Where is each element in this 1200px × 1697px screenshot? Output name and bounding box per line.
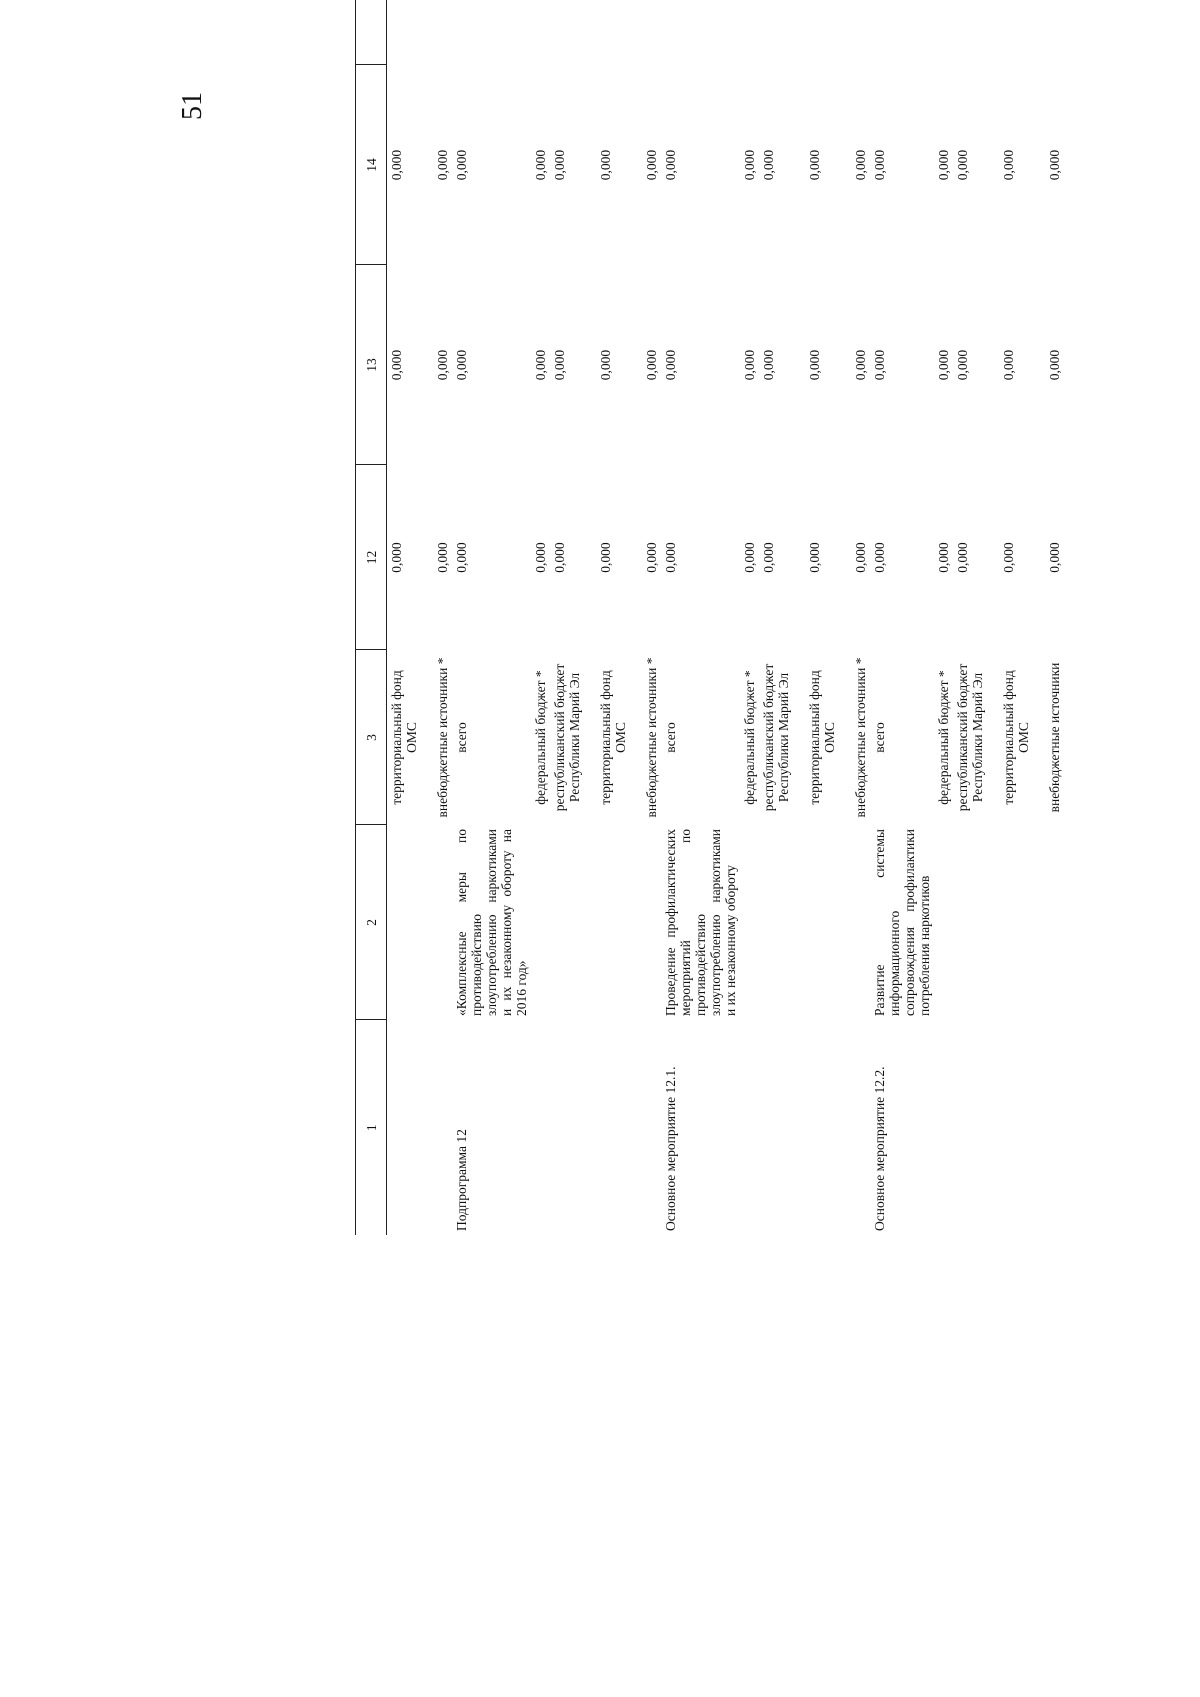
program-title-cell: «Комплексные меры по противодействию злоупотреблению наркотиками и их незаконному обороту на 2016 год» xyxy=(454,829,529,1016)
table-row xyxy=(987,0,1033,1235)
funding-source-cell: территориальный фонд ОМС xyxy=(598,670,628,805)
amount-cell: 0,000 xyxy=(389,542,404,573)
amount-cell xyxy=(531,0,550,65)
funding-source-cell: внебюджетные источники xyxy=(1047,662,1062,813)
table-row xyxy=(1033,0,1064,1235)
program-title-cell xyxy=(793,825,839,1020)
program-name-cell: Основное мероприятие 12.2. xyxy=(872,1066,887,1231)
amount-cell: 0,000 xyxy=(663,149,678,181)
table-row xyxy=(584,0,630,1235)
program-name-cell xyxy=(953,1020,987,1235)
column-header: 13 xyxy=(356,265,387,465)
program-name-cell: Основное мероприятие 12.1. xyxy=(663,1066,678,1231)
column-header: 1 xyxy=(356,1020,387,1235)
program-name-cell xyxy=(1033,1020,1064,1235)
amount-cell: 0,000 xyxy=(853,542,868,573)
program-name-cell xyxy=(740,1020,759,1235)
program-name-cell xyxy=(387,1020,422,1235)
table-row xyxy=(630,0,661,1235)
program-name-cell xyxy=(421,1020,452,1235)
program-name-cell xyxy=(759,1020,793,1235)
amount-cell: 0,000 xyxy=(807,349,822,381)
amount-cell: 0,000 xyxy=(761,542,776,573)
amount-cell xyxy=(452,0,531,65)
amount-cell: 0,000 xyxy=(533,349,548,381)
amount-cell xyxy=(584,0,630,65)
program-title-cell xyxy=(584,825,630,1020)
budget-table xyxy=(355,0,1064,1235)
amount-cell xyxy=(934,0,953,65)
amount-cell: 0,000 xyxy=(454,542,469,573)
table-row xyxy=(452,0,531,1235)
funding-source-cell: внебюджетные источники * xyxy=(853,657,868,818)
funding-source-cell: республиканский бюджет Республики Марий Эл xyxy=(761,663,791,812)
program-title-cell xyxy=(759,825,793,1020)
program-name-cell xyxy=(934,1020,953,1235)
amount-cell: 0,000 xyxy=(552,349,567,381)
amount-cell: 0,000 xyxy=(663,542,678,573)
funding-source-cell: территориальный фонд ОМС xyxy=(1001,670,1031,805)
funding-source-cell: всего xyxy=(872,722,887,753)
amount-cell xyxy=(630,0,661,65)
amount-cell: 0,000 xyxy=(533,542,548,573)
amount-cell: 0,000 xyxy=(644,542,659,573)
program-name-cell xyxy=(550,1020,584,1235)
table-row xyxy=(740,0,759,1235)
amount-cell xyxy=(421,0,452,65)
program-title-cell xyxy=(934,825,953,1020)
amount-cell: 0,000 xyxy=(936,349,951,381)
program-title-cell xyxy=(531,825,550,1020)
program-name-cell xyxy=(584,1020,630,1235)
amount-cell xyxy=(1033,0,1064,65)
amount-cell: 0,000 xyxy=(1047,349,1062,381)
amount-cell xyxy=(740,0,759,65)
amount-cell xyxy=(661,0,740,65)
column-header: 2 xyxy=(356,825,387,1020)
program-title-cell xyxy=(421,825,452,1020)
program-title-cell xyxy=(987,825,1033,1020)
amount-cell: 0,000 xyxy=(936,542,951,573)
table-row xyxy=(793,0,839,1235)
program-title-cell: Развитие системы информационного сопровождения профилактики потребления наркотиков xyxy=(872,829,932,1016)
table-row xyxy=(661,0,740,1235)
amount-cell: 0,000 xyxy=(598,349,613,381)
table-row xyxy=(421,0,452,1235)
amount-cell: 0,000 xyxy=(663,349,678,381)
amount-cell: 0,000 xyxy=(807,542,822,573)
amount-cell: 0,000 xyxy=(1047,542,1062,573)
amount-cell xyxy=(793,0,839,65)
amount-cell: 0,000 xyxy=(761,149,776,181)
amount-cell xyxy=(987,0,1033,65)
program-title-cell xyxy=(630,825,661,1020)
amount-cell xyxy=(839,0,870,65)
program-name-cell: Подпрограмма 12 xyxy=(454,1129,469,1231)
amount-cell xyxy=(387,0,422,65)
amount-cell: 0,000 xyxy=(598,542,613,573)
amount-cell: 0,000 xyxy=(435,542,450,573)
funding-source-cell: территориальный фонд ОМС xyxy=(807,670,837,805)
page-number: 51 xyxy=(177,92,208,120)
amount-cell: 0,000 xyxy=(1001,349,1016,381)
table-row xyxy=(387,0,422,1235)
amount-cell: 0,000 xyxy=(955,542,970,573)
table-row xyxy=(839,0,870,1235)
amount-cell: 0,000 xyxy=(552,542,567,573)
table-row xyxy=(759,0,793,1235)
amount-cell: 0,000 xyxy=(435,149,450,181)
program-name-cell xyxy=(630,1020,661,1235)
funding-source-cell: всего xyxy=(663,722,678,753)
program-title-cell xyxy=(839,825,870,1020)
table-row xyxy=(953,0,987,1235)
column-number-row xyxy=(356,0,387,1235)
amount-cell: 0,000 xyxy=(853,149,868,181)
column-header: 3 xyxy=(356,650,387,825)
table-row xyxy=(531,0,550,1235)
amount-cell: 0,000 xyxy=(552,149,567,181)
funding-source-cell: всего xyxy=(454,722,469,753)
amount-cell: 0,000 xyxy=(955,349,970,381)
funding-source-cell: внебюджетные источники * xyxy=(644,657,659,818)
amount-cell: 0,000 xyxy=(742,149,757,181)
program-title-cell xyxy=(550,825,584,1020)
amount-cell: 0,000 xyxy=(533,149,548,181)
funding-source-cell: федеральный бюджет * xyxy=(533,670,548,805)
amount-cell xyxy=(870,0,934,65)
amount-cell: 0,000 xyxy=(853,349,868,381)
funding-source-cell: республиканский бюджет Республики Марий Эл xyxy=(552,663,582,812)
program-title-cell: Проведение профилактических мероприятий по противодействию злоупотреблению наркотиками и их незаконному обороту xyxy=(663,829,738,1016)
amount-cell: 0,000 xyxy=(454,349,469,381)
amount-cell: 0,000 xyxy=(742,349,757,381)
program-name-cell xyxy=(793,1020,839,1235)
amount-cell: 0,000 xyxy=(1001,542,1016,573)
amount-cell xyxy=(953,0,987,65)
amount-cell: 0,000 xyxy=(1047,149,1062,181)
amount-cell: 0,000 xyxy=(644,349,659,381)
amount-cell xyxy=(759,0,793,65)
budget-table-sheet xyxy=(355,0,1155,1235)
amount-cell: 0,000 xyxy=(644,149,659,181)
funding-source-cell: федеральный бюджет * xyxy=(936,670,951,805)
program-name-cell xyxy=(531,1020,550,1235)
amount-cell xyxy=(550,0,584,65)
amount-cell: 0,000 xyxy=(389,149,404,181)
amount-cell: 0,000 xyxy=(872,149,887,181)
amount-cell: 0,000 xyxy=(389,349,404,381)
table-row xyxy=(550,0,584,1235)
funding-source-cell: территориальный фонд ОМС xyxy=(389,670,419,805)
amount-cell: 0,000 xyxy=(454,149,469,181)
amount-cell: 0,000 xyxy=(872,349,887,381)
program-title-cell xyxy=(740,825,759,1020)
amount-cell: 0,000 xyxy=(955,149,970,181)
program-name-cell xyxy=(987,1020,1033,1235)
amount-cell: 0,000 xyxy=(936,149,951,181)
funding-source-cell: внебюджетные источники * xyxy=(435,657,450,818)
column-header: 14 xyxy=(356,65,387,265)
column-header xyxy=(356,0,387,65)
amount-cell: 0,000 xyxy=(872,542,887,573)
amount-cell: 0,000 xyxy=(761,349,776,381)
amount-cell: 0,000 xyxy=(807,149,822,181)
column-header: 12 xyxy=(356,465,387,650)
funding-source-cell: республиканский бюджет Республики Марий Эл xyxy=(955,663,985,812)
table-row xyxy=(870,0,934,1235)
program-title-cell xyxy=(387,825,422,1020)
table-row xyxy=(934,0,953,1235)
funding-source-cell: федеральный бюджет * xyxy=(742,670,757,805)
program-title-cell xyxy=(1033,825,1064,1020)
amount-cell: 0,000 xyxy=(742,542,757,573)
amount-cell: 0,000 xyxy=(1001,149,1016,181)
amount-cell: 0,000 xyxy=(598,149,613,181)
program-name-cell xyxy=(839,1020,870,1235)
program-title-cell xyxy=(953,825,987,1020)
amount-cell: 0,000 xyxy=(435,349,450,381)
table-body xyxy=(387,0,1065,1235)
